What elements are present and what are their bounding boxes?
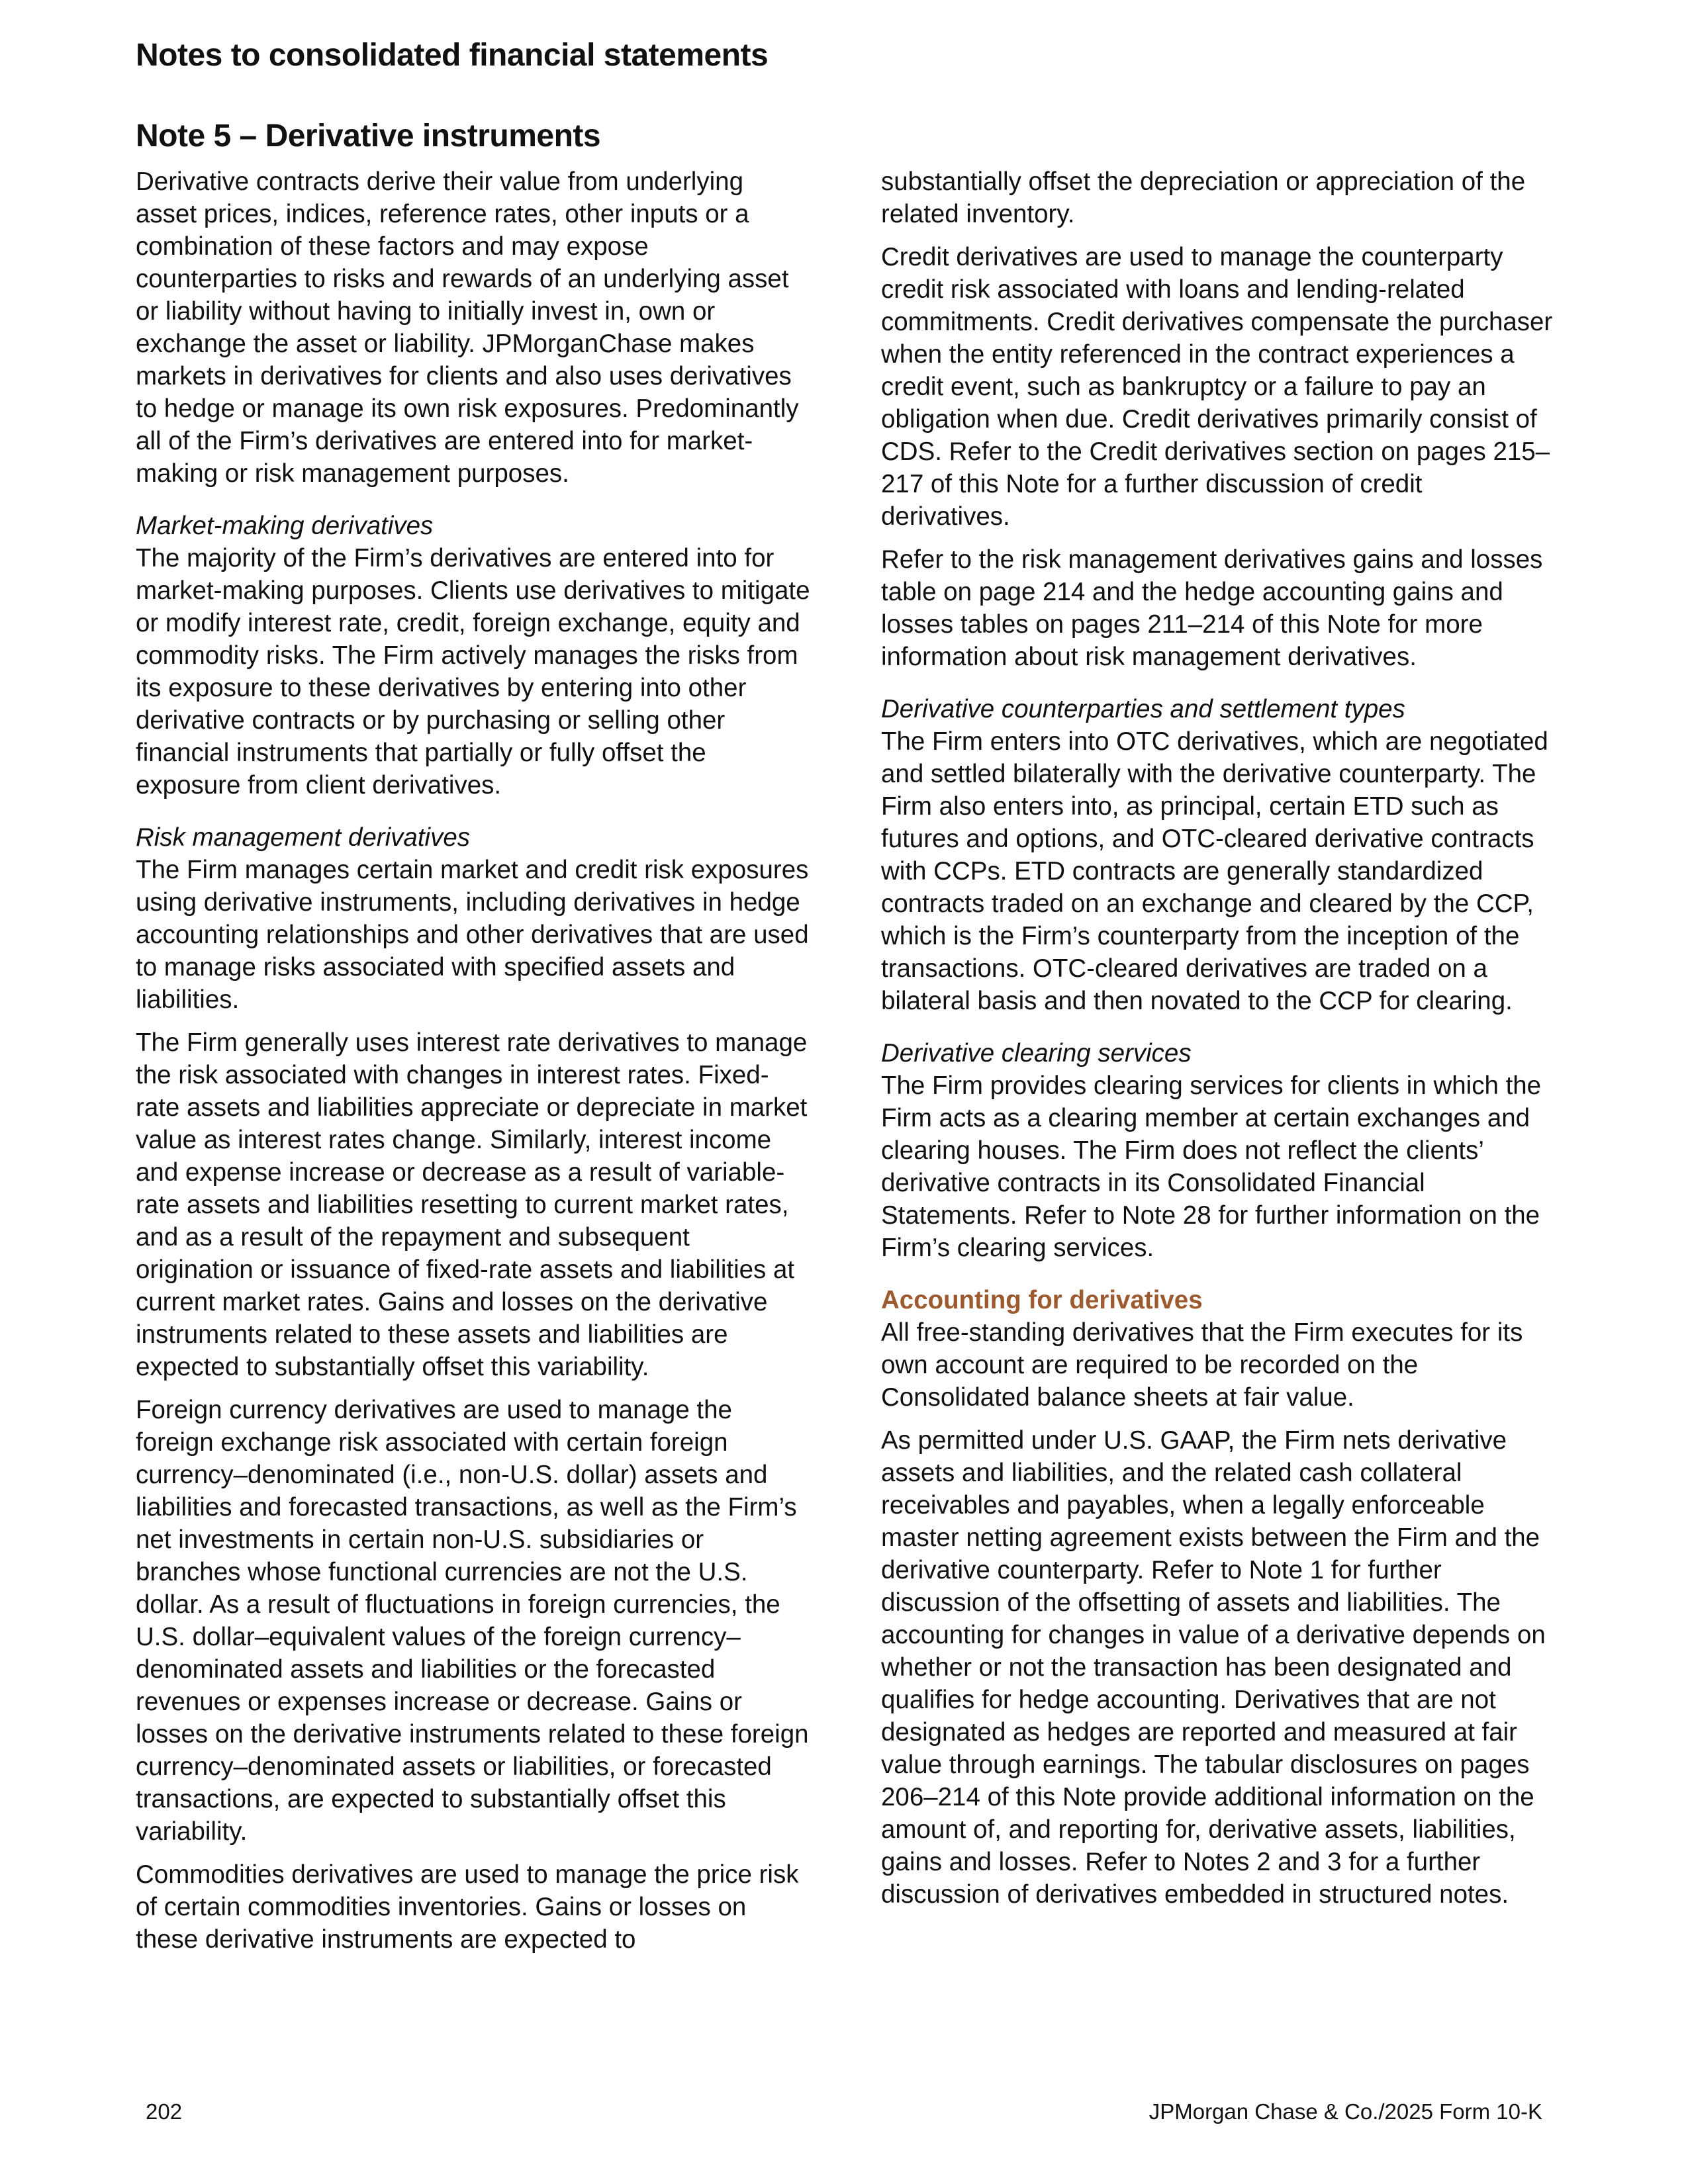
paragraph-clearing: The Firm provides clearing services for clients in which the Firm acts as a clearing member at certain exchanges and clearing houses. The Firm does not reflect the clients’ derivative contracts in its Consolidated Financial Statements. Refer to Note 28 for further information on the Firm’s clearing services. [881,1071,1542,1262]
footer-company: JPMorgan Chase & Co./2025 Form 10-K [1149,2099,1542,2124]
paragraph-continued: substantially offset the depreciation or appreciation of the related inventory. [881,167,1526,228]
market-making-heading: Market-making derivatives [136,512,434,540]
paragraph-credit-derivatives: Credit derivatives are used to manage the counterparty credit risk associated with loans and lending-related commitments. Credit derivatives compensate the purchaser when the entity referenced in the contract experiences a credit event, such as bankruptcy or a failure to pay an obligation when due. Credit derivatives primarily consist of CDS. Refer to the Credit derivatives section on pages 215–217 of this Note for a further discussion of credit derivatives. [881,243,1553,531]
page-number: 202 [146,2099,183,2124]
right-column [881,165,1556,1921]
paragraph-market-making: The majority of the Firm’s derivatives are entered into for market-making purposes. Clients use derivatives to mitigate or modify interest rate, credit, foreign exchange, equity and commodity risks. The Firm actively manages the risks from its exposure to these derivatives by entering into other derivative contracts or by purchasing or selling other financial instruments that partially or fully offset the exposure from client derivatives. [136,544,810,799]
accounting-section [881,1284,1556,1414]
clearing-heading: Derivative clearing services [881,1039,1192,1068]
risk-management-heading: Risk management derivatives [136,823,470,852]
paragraph-commodities: Commodities derivatives are used to manage the price risk of certain commodities inventories. Gains or losses on these derivative instruments are expected to [136,1860,799,1954]
paragraph-accounting: All free-standing derivatives that the Firm executes for its own account are required to be recorded on the Consolidated balance sheets at fair value. [881,1318,1523,1412]
paragraph-refer-tables: Refer to the risk management derivatives gains and losses table on page 214 and the hedge accounting gains and losses tables on pages 211–214 of this Note for more information about risk management derivatives. [881,545,1543,671]
market-making-section [136,510,811,801]
paragraph-intro: Derivative contracts derive their value from underlying asset prices, indices, reference rates, other inputs or a combination of these factors and may expose counterparties to risks and rewards of an underlying asset or liability without having to initially invest in, own or exchange the asset or liability. JPMorganChase makes markets in derivatives for clients and also uses derivatives to hedge or manage its own risk exposures. Predominantly all of the Firm’s derivatives are entered into for market-making or risk management purposes. [136,167,799,488]
page-header-title: Notes to consolidated financial statements [136,38,769,73]
left-column [136,165,811,1966]
paragraph-netting: As permitted under U.S. GAAP, the Firm nets derivative assets and liabilities, and the related cash collateral receivables and payables, when a legally enforceable master netting agreement exists between the Firm and the derivative counterparty. Refer to Note 1 for further discussion of the offsetting of assets and liabilities. The accounting for changes in value of a derivative depends on whether or not the transaction has been designated and qualifies for hedge accounting. Derivatives that are not designated as hedges are reported and measured at fair value through earnings. The tabular disclosures on pages 206–214 of this Note provide additional information on the amount of, and reporting for, derivative assets, liabilities, gains and losses. Refer to Notes 2 and 3 for a further discussion of derivatives embedded in structured notes. [881,1426,1546,1909]
note-title: Note 5 – Derivative instruments [136,118,601,154]
counterparties-heading: Derivative counterparties and settlement types [881,695,1405,723]
paragraph-risk-management: The Firm manages certain market and credit risk exposures using derivative instruments, including derivatives in hedge accounting relationships and other derivatives that are used to manage risks associated with specified assets and liabilities. [136,856,809,1014]
clearing-section [881,1037,1556,1264]
paragraph-counterparties: The Firm enters into OTC derivatives, which are negotiated and settled bilaterally with the derivative counterparty. The Firm also enters into, as principal, certain ETD such as futures and options, and OTC-cleared derivative contracts with CCPs. ETD contracts are generally standardized contracts traded on an exchange and cleared by the CCP, which is the Firm’s counterparty from the inception of the transactions. OTC-cleared derivatives are traded on a bilateral basis and then novated to the CCP for clearing. [881,727,1548,1015]
accounting-heading: Accounting for derivatives [881,1286,1203,1314]
paragraph-interest-rate: The Firm generally uses interest rate derivatives to manage the risk associated with changes in interest rates. Fixed-rate assets and liabilities appreciate or depreciate in market value as interest rates change. Similarly, interest income and expense increase or decrease as a result of variable-rate assets and liabilities resetting to current market rates, and as a result of the repayment and subsequent origination or issuance of fixed-rate assets and liabilities at current market rates. Gains and losses on the derivative instruments related to these assets and liabilities are expected to substantially offset this variability. [136,1028,808,1381]
counterparties-section [881,693,1556,1017]
paragraph-foreign-currency: Foreign currency derivatives are used to manage the foreign exchange risk associated with certain foreign currency–denominated (i.e., non-U.S. dollar) assets and liabilities and forecasted transactions, as well as the Firm’s net investments in certain non-U.S. subsidiaries or branches whose functional currencies are not the U.S. dollar. As a result of fluctuations in foreign currencies, the U.S. dollar–equivalent values of the foreign currency–denominated assets and liabilities or the forecasted revenues or expenses increase or decrease. Gains or losses on the derivative instruments related to these foreign currency–denominated assets or liabilities, or forecasted transactions, are expected to substantially offset this variability. [136,1396,809,1846]
risk-management-section [136,821,811,1016]
